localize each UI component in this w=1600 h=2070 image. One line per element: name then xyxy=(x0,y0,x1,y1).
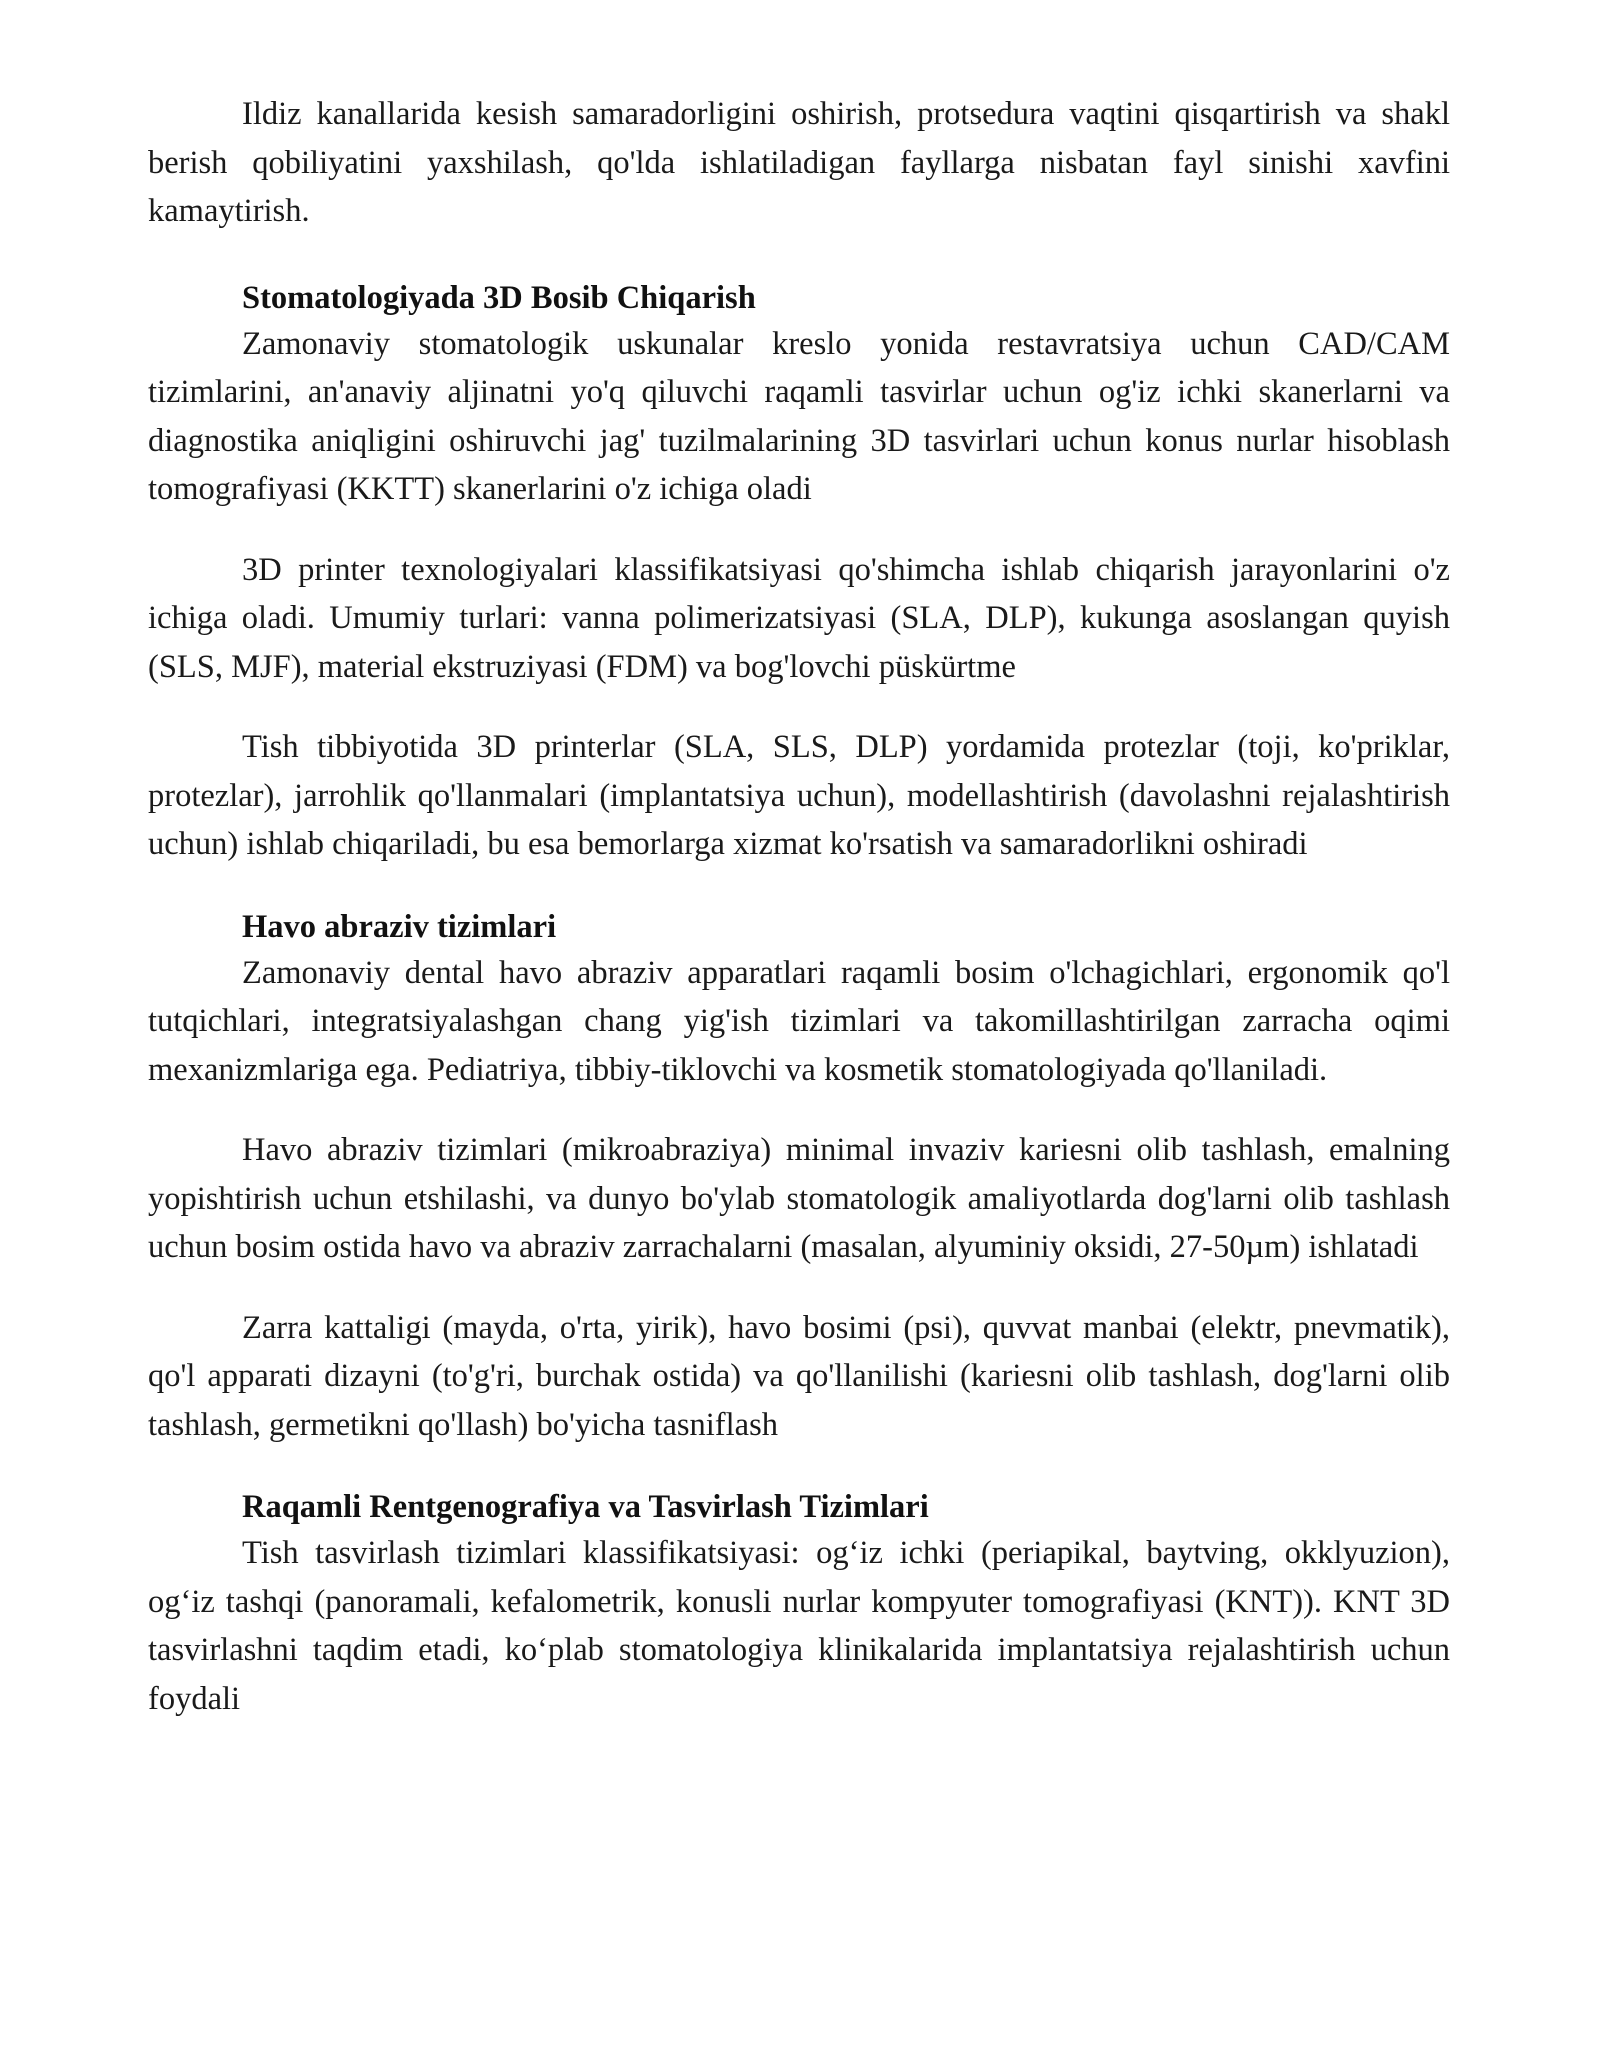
heading-air-abrasion: Havo abraziv tizimlari xyxy=(242,908,557,945)
paragraph-3d-printing-dental: Tish tibbiyotida 3D printerlar (SLA, SLS, DLP) yordamida protezlar (toji, ko'priklar, protezlar), jarrohlik qo'llanmalari (implantatsiya uchun), modellashtirish (davolashni rejalashtirish uchun) ishlab chiqariladi, bu esa bemorlarga xizmat ko'rsatish va samaradorlikni oshiradi xyxy=(148,729,1450,862)
heading-3d-printing: Stomatologiyada 3D Bosib Chiqarish xyxy=(242,279,756,316)
paragraph-imaging-classification: Tish tasvirlash tizimlari klassifikatsiyasi: og‘iz ichki (periapikal, baytving, okklyuzion), og‘iz tashqi (panoramali, kefalometrik, konusli nurlar kompyuter tomografiyasi (KNT)). KNT 3D tasvirlashni taqdim etadi, ko‘plab stomatologiya klinikalarida implantatsiya rejalashtirish uchun foydali xyxy=(148,1535,1450,1717)
paragraph-3d-printer-classification: 3D printer texnologiyalari klassifikatsiyasi qo'shimcha ishlab chiqarish jarayonlarini o'z ichiga oladi. Umumiy turlari: vanna polimerizatsiyasi (SLA, DLP), kukunga asoslangan quyish (SLS, MJF), material ekstruziyasi (FDM) va bog'lovchi püskürtme xyxy=(148,551,1450,685)
document-page xyxy=(148,90,1450,1723)
paragraph-root-canal: Ildiz kanallarida kesish samaradorligini oshirish, protsedura vaqtini qisqartirish va shakl berish qobiliyatini yaxshilash, qo'lda ishlatiladigan fayllarga nisbatan fayl sinishi xavfini kamaytirish. xyxy=(148,96,1450,229)
paragraph-modern-equipment: Zamonaviy stomatologik uskunalar kreslo yonida restavratsiya uchun CAD/CAM tizimlarini, an'anaviy aljinatni yo'q qiluvchi raqamli tasvirlar uchun og'iz ichki skanerlarni va diagnostika aniqligini oshiruvchi jag' tuzilmalarining 3D tasvirlari uchun konus nurlar hisoblash tomografiyasi (KKTT) skanerlarini o'z ichiga oladi xyxy=(148,325,1450,507)
paragraph-air-abrasion-use: Havo abraziv tizimlari (mikroabraziya) minimal invaziv kariesni olib tashlash, emalning yopishtirish uchun etshilashi, va dunyo bo'ylab stomatologik amaliyotlarda dog'larni olib tashlash uchun bosim ostida havo va abraziv zarrachalarni (masalan, alyuminiy oksidi, 27-50µm) ishlatadi xyxy=(148,1132,1450,1265)
paragraph-air-abrasion-classification: Zarra kattaligi (mayda, o'rta, yirik), havo bosimi (psi), quvvat manbai (elektr, pnevmatik), qo'l apparati dizayni (to'g'ri, burchak ostida) va qo'llanilishi (kariesni olib tashlash, dog'larni olib tashlash, germetikni qo'llash) bo'yicha tasniflash xyxy=(148,1309,1450,1443)
paragraph-air-abrasion-devices: Zamonaviy dental havo abraziv apparatlari raqamli bosim o'lchagichlari, ergonomik qo'l tutqichlari, integratsiyalashgan chang yig'ish tizimlari va takomillashtirilgan zarracha oqimi mexanizmlariga ega. Pediatriya, tibbiy-tiklovchi va kosmetik stomatologiyada qo'llaniladi. xyxy=(148,954,1450,1088)
heading-digital-radiography: Raqamli Rentgenografiya va Tasvirlash Tizimlari xyxy=(242,1489,929,1525)
